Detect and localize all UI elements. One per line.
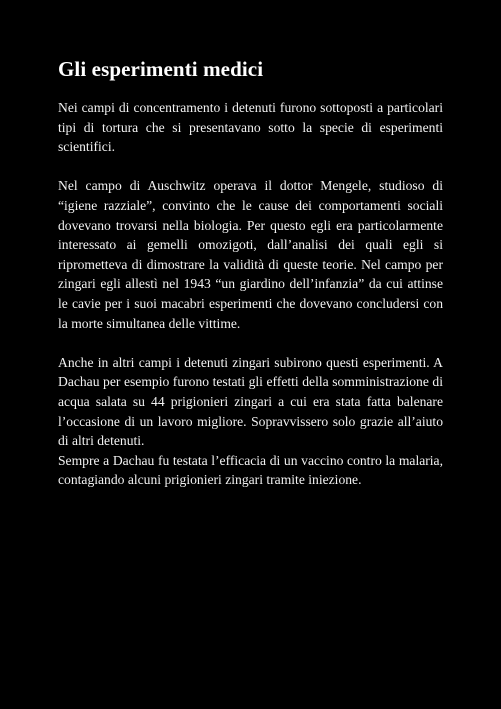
paragraph-spacer (58, 333, 443, 353)
paragraph-spacer (58, 157, 443, 177)
paragraph-dachau-vaccine: Sempre a Dachau fu testata l’efficacia di un vaccino contro la malaria, contagiando alcuni prigionieri zingari tramite iniezione. (58, 452, 443, 488)
paragraph-dachau-water: Anche in altri campi i detenuti zingari subirono questi esperimenti. A Dachau per esempio furono testati gli effetti della somministrazione di acqua salata su 44 prigionieri zingari a cui era stata fatta balenare l’occasione di un lavoro migliore. Sopravvissero solo grazie all’aiuto di altri detenuti. (58, 354, 443, 449)
paragraph-intro: Nei campi di concentramento i detenuti furono sottoposti a particolari tipi di tortura che si presentavano sotto la specie di esperimenti scientifici. (58, 100, 443, 155)
page-title: Gli esperimenti medici (58, 57, 264, 81)
document-content (58, 56, 443, 490)
paragraph-auschwitz: Nel campo di Auschwitz operava il dottor Mengele, studioso di “igiene razziale”, convinto che le cause dei comportamenti sociali dovevano trovarsi nella biologia. Per questo egli era particolarmente interessato ai gemelli omozigoti, dall’analisi dei quali egli si riprometteva di dimostrare la validità di queste teorie. Nel campo per zingari egli allestì nel 1943 “un giardino dell’infanzia” da cui attinse le cavie per i suoi macabri esperimenti che dovevano concludersi con la morte simultanea delle vittime. (58, 178, 443, 331)
